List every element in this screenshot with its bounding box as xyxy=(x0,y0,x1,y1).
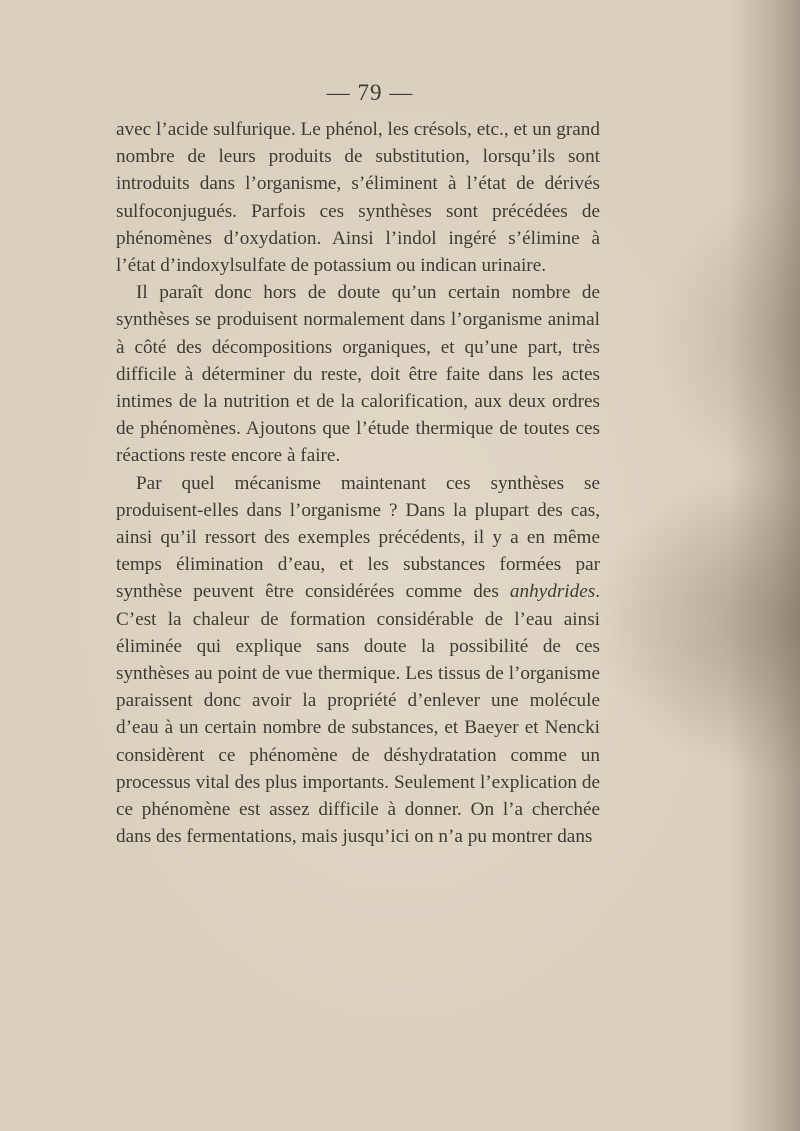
paragraph-3-emphasis: anhydrides xyxy=(509,581,596,603)
paragraph-3-text-before: Par quel mécanisme maintenant ces synthèses se produisent-elles dans l’organisme ? Dans la plupart des cas, ainsi qu’il ressort des exemples précédents, il y a en même temps élimination d’eau, et les substances formées par synthèse peuvent être considérées comme des xyxy=(116,472,600,603)
paragraph-3 xyxy=(116,470,600,851)
page-number: — 79 — xyxy=(326,80,414,105)
paragraph-1: avec l’acide sulfurique. Le phénol, les crésols, etc., et un grand nombre de leurs produits de substitution, lorsqu’ils sont introduits dans l’organisme, s’éliminent à l’état de dérivés sulfoconjugués. Parfois ces synthèses sont précédées de phénomènes d’oxydation. Ainsi l’indol ingéré s’élimine à l’état d’indoxylsulfate de potassium ou indican urinaire. xyxy=(116,119,600,277)
page-edge-stain xyxy=(730,0,800,1131)
paragraph-2: Il paraît donc hors de doute qu’un certain nombre de synthèses se produisent normalement dans l’organisme animal à côté des décompositions organiques, et qu’une part, très difficile à déterminer du reste, doit être faite dans les actes intimes de la nutrition et de la calorification, aux deux ordres de phénomènes. Ajoutons que l’étude thermique de toutes ces réactions reste encore à faire. xyxy=(116,282,600,467)
paragraph-3-text-after: . C’est la chaleur de formation considérable de l’eau ainsi éliminée qui explique sans doute la possibilité de ces synthèses au point de vue thermique. Les tissus de l’organisme paraissent donc avoir la propriété d’enlever une molécule d’eau à un certain nombre de substances, et Baeyer et Nencki considèrent ce phénomène de déshydratation comme un processus vital des plus importants. Seulement l’explication de ce phénomène est assez difficile à donner. On l’a cherchée dans des fermentations, mais jusqu’ici on n’a pu montrer dans xyxy=(116,581,600,848)
body-text xyxy=(116,116,600,850)
